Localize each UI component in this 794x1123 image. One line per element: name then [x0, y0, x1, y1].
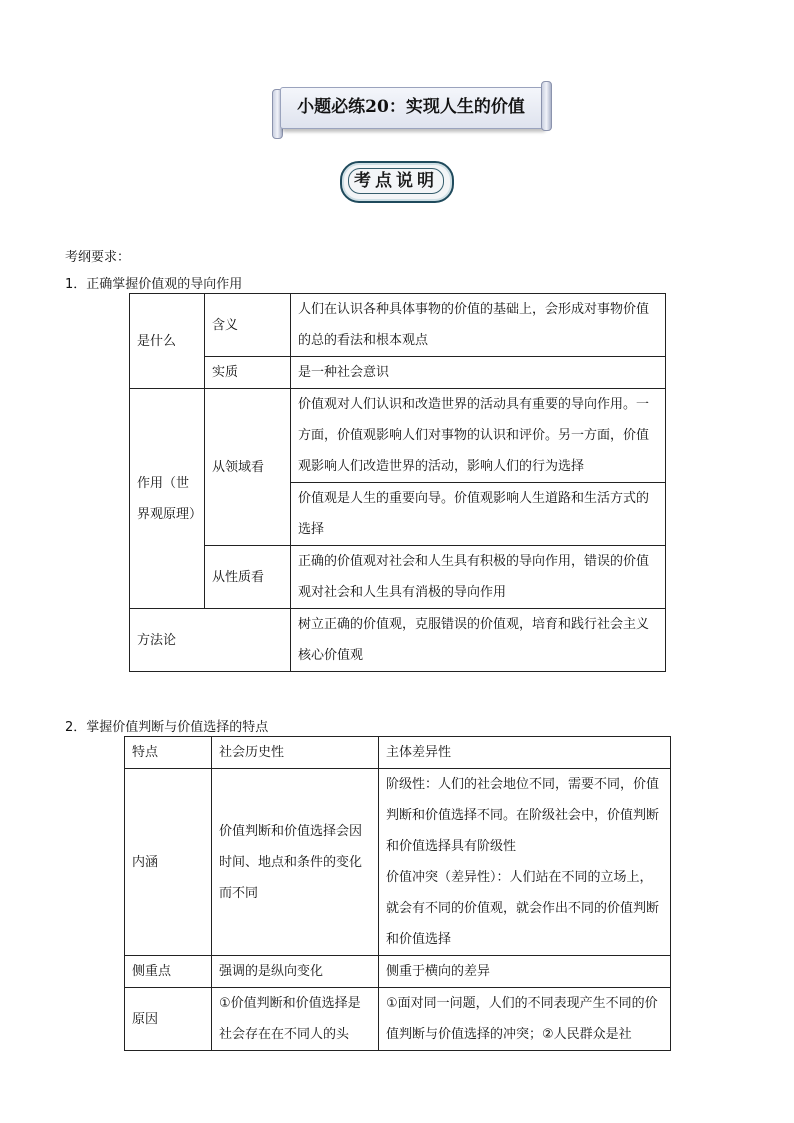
- table-cell: 是一种社会意识: [291, 357, 666, 389]
- table-cell: 方法论: [130, 609, 291, 672]
- table-cell: 内涵: [125, 769, 212, 956]
- table-cell: 作用（世界观原理）: [130, 389, 205, 609]
- table-header-cell: 特点: [125, 737, 212, 769]
- table-cell: 树立正确的价值观，克服错误的价值观，培育和践行社会主义核心价值观: [291, 609, 666, 672]
- table-header-cell: 社会历史性: [212, 737, 379, 769]
- badge-label: 考点说明: [348, 168, 444, 194]
- table-cell: 是什么: [130, 294, 205, 389]
- table-header-cell: 主体差异性: [379, 737, 671, 769]
- connotation-conflict-text: 价值冲突（差异性）：人们站在不同的立场上，就会有不同的价值观，就会作出不同的价值判断和价值选择: [386, 870, 660, 947]
- table-cell: 侧重点: [125, 956, 212, 988]
- table-cell: 从领域看: [205, 389, 291, 546]
- table-cell: 正确的价值观对社会和人生具有积极的导向作用，错误的价值观对社会和人生具有消极的导向作用: [291, 546, 666, 609]
- table-cell: 价值判断和价值选择会因时间、地点和条件的变化而不同: [212, 769, 379, 956]
- topic-badge: [340, 161, 454, 203]
- page-title: 小题必练20：实现人生的价值: [297, 97, 525, 117]
- connotation-class-text: 阶级性：人们的社会地位不同，需要不同，价值判断和价值选择不同。在阶级社会中，价值判断和价值选择具有阶级性: [386, 777, 660, 854]
- section-2-title: 2．掌握价值判断与价值选择的特点: [65, 720, 269, 735]
- table-cell: 价值观是人生的重要向导。价值观影响人生道路和生活方式的选择: [291, 483, 666, 546]
- table-cell: 含义: [205, 294, 291, 357]
- table-cell: 人们在认识各种具体事物的价值的基础上，会形成对事物价值的总的看法和根本观点: [291, 294, 666, 357]
- section-1-title: 1．正确掌握价值观的导向作用: [65, 277, 243, 292]
- table-cell: 价值观对人们认识和改造世界的活动具有重要的导向作用。一方面，价值观影响人们对事物的认识和评价。另一方面，价值观影响人们改造世界的活动，影响人们的行为选择: [291, 389, 666, 483]
- table-row: [125, 737, 671, 769]
- table-cell: 强调的是纵向变化: [212, 956, 379, 988]
- table-row: [125, 988, 671, 1051]
- table-cell: 侧重于横向的差异: [379, 956, 671, 988]
- scroll-roll-right: [541, 81, 552, 131]
- title-banner: [272, 83, 554, 135]
- table-cell: ①价值判断和价值选择是社会存在在不同人的头: [212, 988, 379, 1051]
- table-cell: 从性质看: [205, 546, 291, 609]
- table-row: [130, 294, 666, 357]
- table-row: [130, 389, 666, 483]
- table-row: [130, 357, 666, 389]
- value-guidance-table: [129, 293, 666, 672]
- table-cell: [379, 769, 671, 956]
- table-row: [125, 769, 671, 956]
- value-judgment-table: [124, 736, 671, 1051]
- table-cell: 实质: [205, 357, 291, 389]
- table-cell: 原因: [125, 988, 212, 1051]
- table-cell: ①面对同一问题，人们的不同表现产生不同的价值判断与价值选择的冲突；②人民群众是社: [379, 988, 671, 1051]
- table-row: [130, 546, 666, 609]
- table-row: [130, 609, 666, 672]
- requirements-label: 考纲要求：: [65, 250, 131, 265]
- table-row: [125, 956, 671, 988]
